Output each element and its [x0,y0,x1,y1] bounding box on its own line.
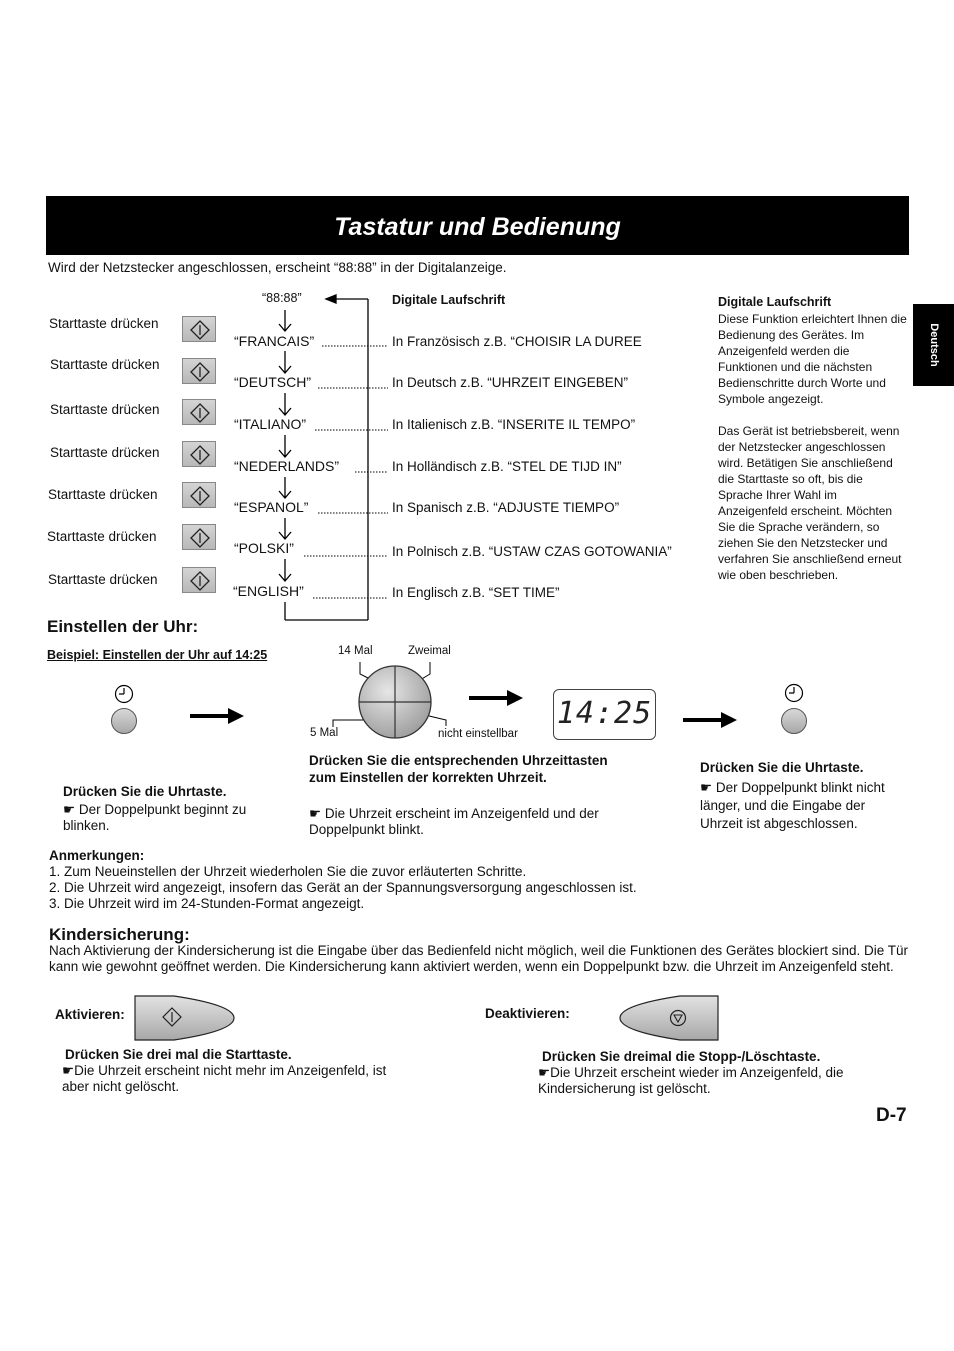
clock-icon [784,683,804,703]
page-title: Tastatur und Bedienung [334,213,621,241]
step-label: Starttaste drücken [50,402,160,417]
step-label: Starttaste drücken [49,316,159,331]
language-name: “POLSKI” [234,540,294,556]
display-time: 14:25 [556,696,653,731]
digital-display [553,689,656,740]
language-name: “FRANCAIS” [234,333,315,349]
activate-text: ☛Die Uhrzeit erscheint nicht mehr im Anzeigenfeld, ist aber nicht gelöscht. [62,1063,387,1094]
language-desc: In Spanisch z.B. “ADJUSTE TIEMPO” [392,500,620,515]
clock-step2-title: Drücken Sie die entsprechenden Uhrzeittasten zum Einstellen der korrekten Uhrzeit. [309,753,608,785]
side-note-para1: Diese Funktion erleichtert Ihnen die Bedienung des Gerätes. Im Anzeigenfeld werden die Funktionen und die nächsten Bedienschritte durch Worte und Symbole angezeigt. [718,312,907,406]
start-icon [190,320,210,340]
start-icon [190,486,210,506]
note-2: 2. Die Uhrzeit wird angezeigt, insofern das Gerät an der Spannungsversorgung angeschlossen ist. [49,880,637,895]
start-icon [190,528,210,548]
start-key[interactable] [182,441,216,467]
dial-label-bottom-left: 5 Mal [310,727,339,739]
step-label: Starttaste drücken [50,357,160,372]
start-key[interactable] [182,524,216,550]
language-desc: In Italienisch z.B. “INSERITE IL TEMPO” [392,417,636,432]
step-label: Starttaste drücken [48,572,158,587]
note-3: 3. Die Uhrzeit wird im 24-Stunden-Format angezeigt. [49,896,365,911]
dial-label-top-right: Zweimal [408,645,451,657]
time-dial[interactable] [357,664,433,740]
dial-label-bottom-right: nicht einstellbar [438,728,518,740]
start-key[interactable] [182,358,216,384]
activate-title: Drücken Sie drei mal die Starttaste. [65,1047,292,1062]
language-name: “ITALIANO” [234,416,307,432]
child-lock-heading: Kindersicherung: [49,925,190,944]
step-label: Starttaste drücken [47,529,157,544]
start-button-large[interactable] [134,995,236,1041]
start-icon [190,445,210,465]
deactivate-text: ☛Die Uhrzeit erscheint wieder im Anzeigenfeld, die Kindersicherung ist gelöscht. [538,1065,844,1096]
clock-step2-text: ☛ Die Uhrzeit erscheint im Anzeigenfeld und der Doppelpunkt blinkt. [309,806,599,837]
clock-key[interactable] [111,708,137,734]
clock-key[interactable] [781,708,807,734]
side-note-para2: Das Gerät ist betriebsbereit, wenn der Netzstecker angeschlossen wird. Betätigen Sie anschließend die Starttaste so oft, bis die Sprache Ihrer Wahl im Anzeigenfeld erscheint. Möchten Sie die Sprache verändern, so ziehen Sie den Netzstecker und verfahren Sie anschließend erneut wie oben beschrieben. [718,424,902,582]
step-label: Starttaste drücken [48,487,158,502]
clock-diagram-graphics [0,640,954,760]
note-1: 1. Zum Neueinstellen der Uhrzeit wiederholen Sie die zuvor erläuterten Schritte. [49,864,527,879]
clock-step1-text: ☛ Der Doppelpunkt beginnt zu blinken. [63,802,247,833]
start-key[interactable] [182,567,216,593]
page-number: D-7 [876,1105,907,1126]
intro-text: Wird der Netzstecker angeschlossen, erscheint “88:88” in der Digitalanzeige. [48,260,507,275]
language-desc: In Polnisch z.B. “USTAW CZAS GOTOWANIA” [392,544,672,559]
start-display-label: “88:88” [262,291,302,305]
deactivate-title: Drücken Sie dreimal die Stopp-/Löschtaste. [542,1049,821,1064]
clock-heading: Einstellen der Uhr: [47,617,199,636]
activate-label: Aktivieren: [55,1007,125,1022]
clock-step3-text: ☛ Der Doppelpunkt blinkt nicht länger, und die Eingabe der Uhrzeit ist abgeschlossen. [700,780,885,831]
stop-button-large[interactable] [618,995,720,1041]
language-name: “ENGLISH” [233,583,304,599]
language-name: “NEDERLANDS” [234,458,340,474]
dial-label-top-left: 14 Mal [338,645,373,657]
side-note-heading: Digitale Laufschrift [718,295,832,309]
flow-column-heading: Digitale Laufschrift [392,293,506,307]
language-desc: In Englisch z.B. “SET TIME” [392,585,560,600]
start-icon [190,571,210,591]
start-icon [190,403,210,423]
language-name: “DEUTSCH” [234,374,311,390]
start-key[interactable] [182,316,216,342]
clock-example: Beispiel: Einstellen der Uhr auf 14:25 [47,648,268,662]
language-desc: In Französisch z.B. “CHOISIR LA DUREE [392,334,642,349]
language-desc: In Holländisch z.B. “STEL DE TIJD IN” [392,459,622,474]
notes-heading: Anmerkungen: [49,848,145,863]
clock-step1-title: Drücken Sie die Uhrtaste. [63,784,227,799]
clock-step3-title: Drücken Sie die Uhrtaste. [700,760,864,775]
clock-icon [114,684,134,704]
deactivate-label: Deaktivieren: [485,1006,570,1021]
step-label: Starttaste drücken [50,445,160,460]
language-desc: In Deutsch z.B. “UHRZEIT EINGEBEN” [392,375,629,390]
language-name: “ESPANOL” [234,499,309,515]
start-key[interactable] [182,399,216,425]
child-lock-text: Nach Aktivierung der Kindersicherung ist die Eingabe über das Bedienfeld nicht möglich, weil die Funktionen des Gerätes blockiert sind. Die Tür kann wie gewohnt geöffnet werden. Die Kindersicherung kann aktiviert werden, wenn ein Doppelpunkt bzw. die Uhrzeit im Anzeigenfeld steht. [49,943,908,974]
start-icon [190,362,210,382]
side-tab-label: Deutsch [927,323,940,367]
start-key[interactable] [182,482,216,508]
